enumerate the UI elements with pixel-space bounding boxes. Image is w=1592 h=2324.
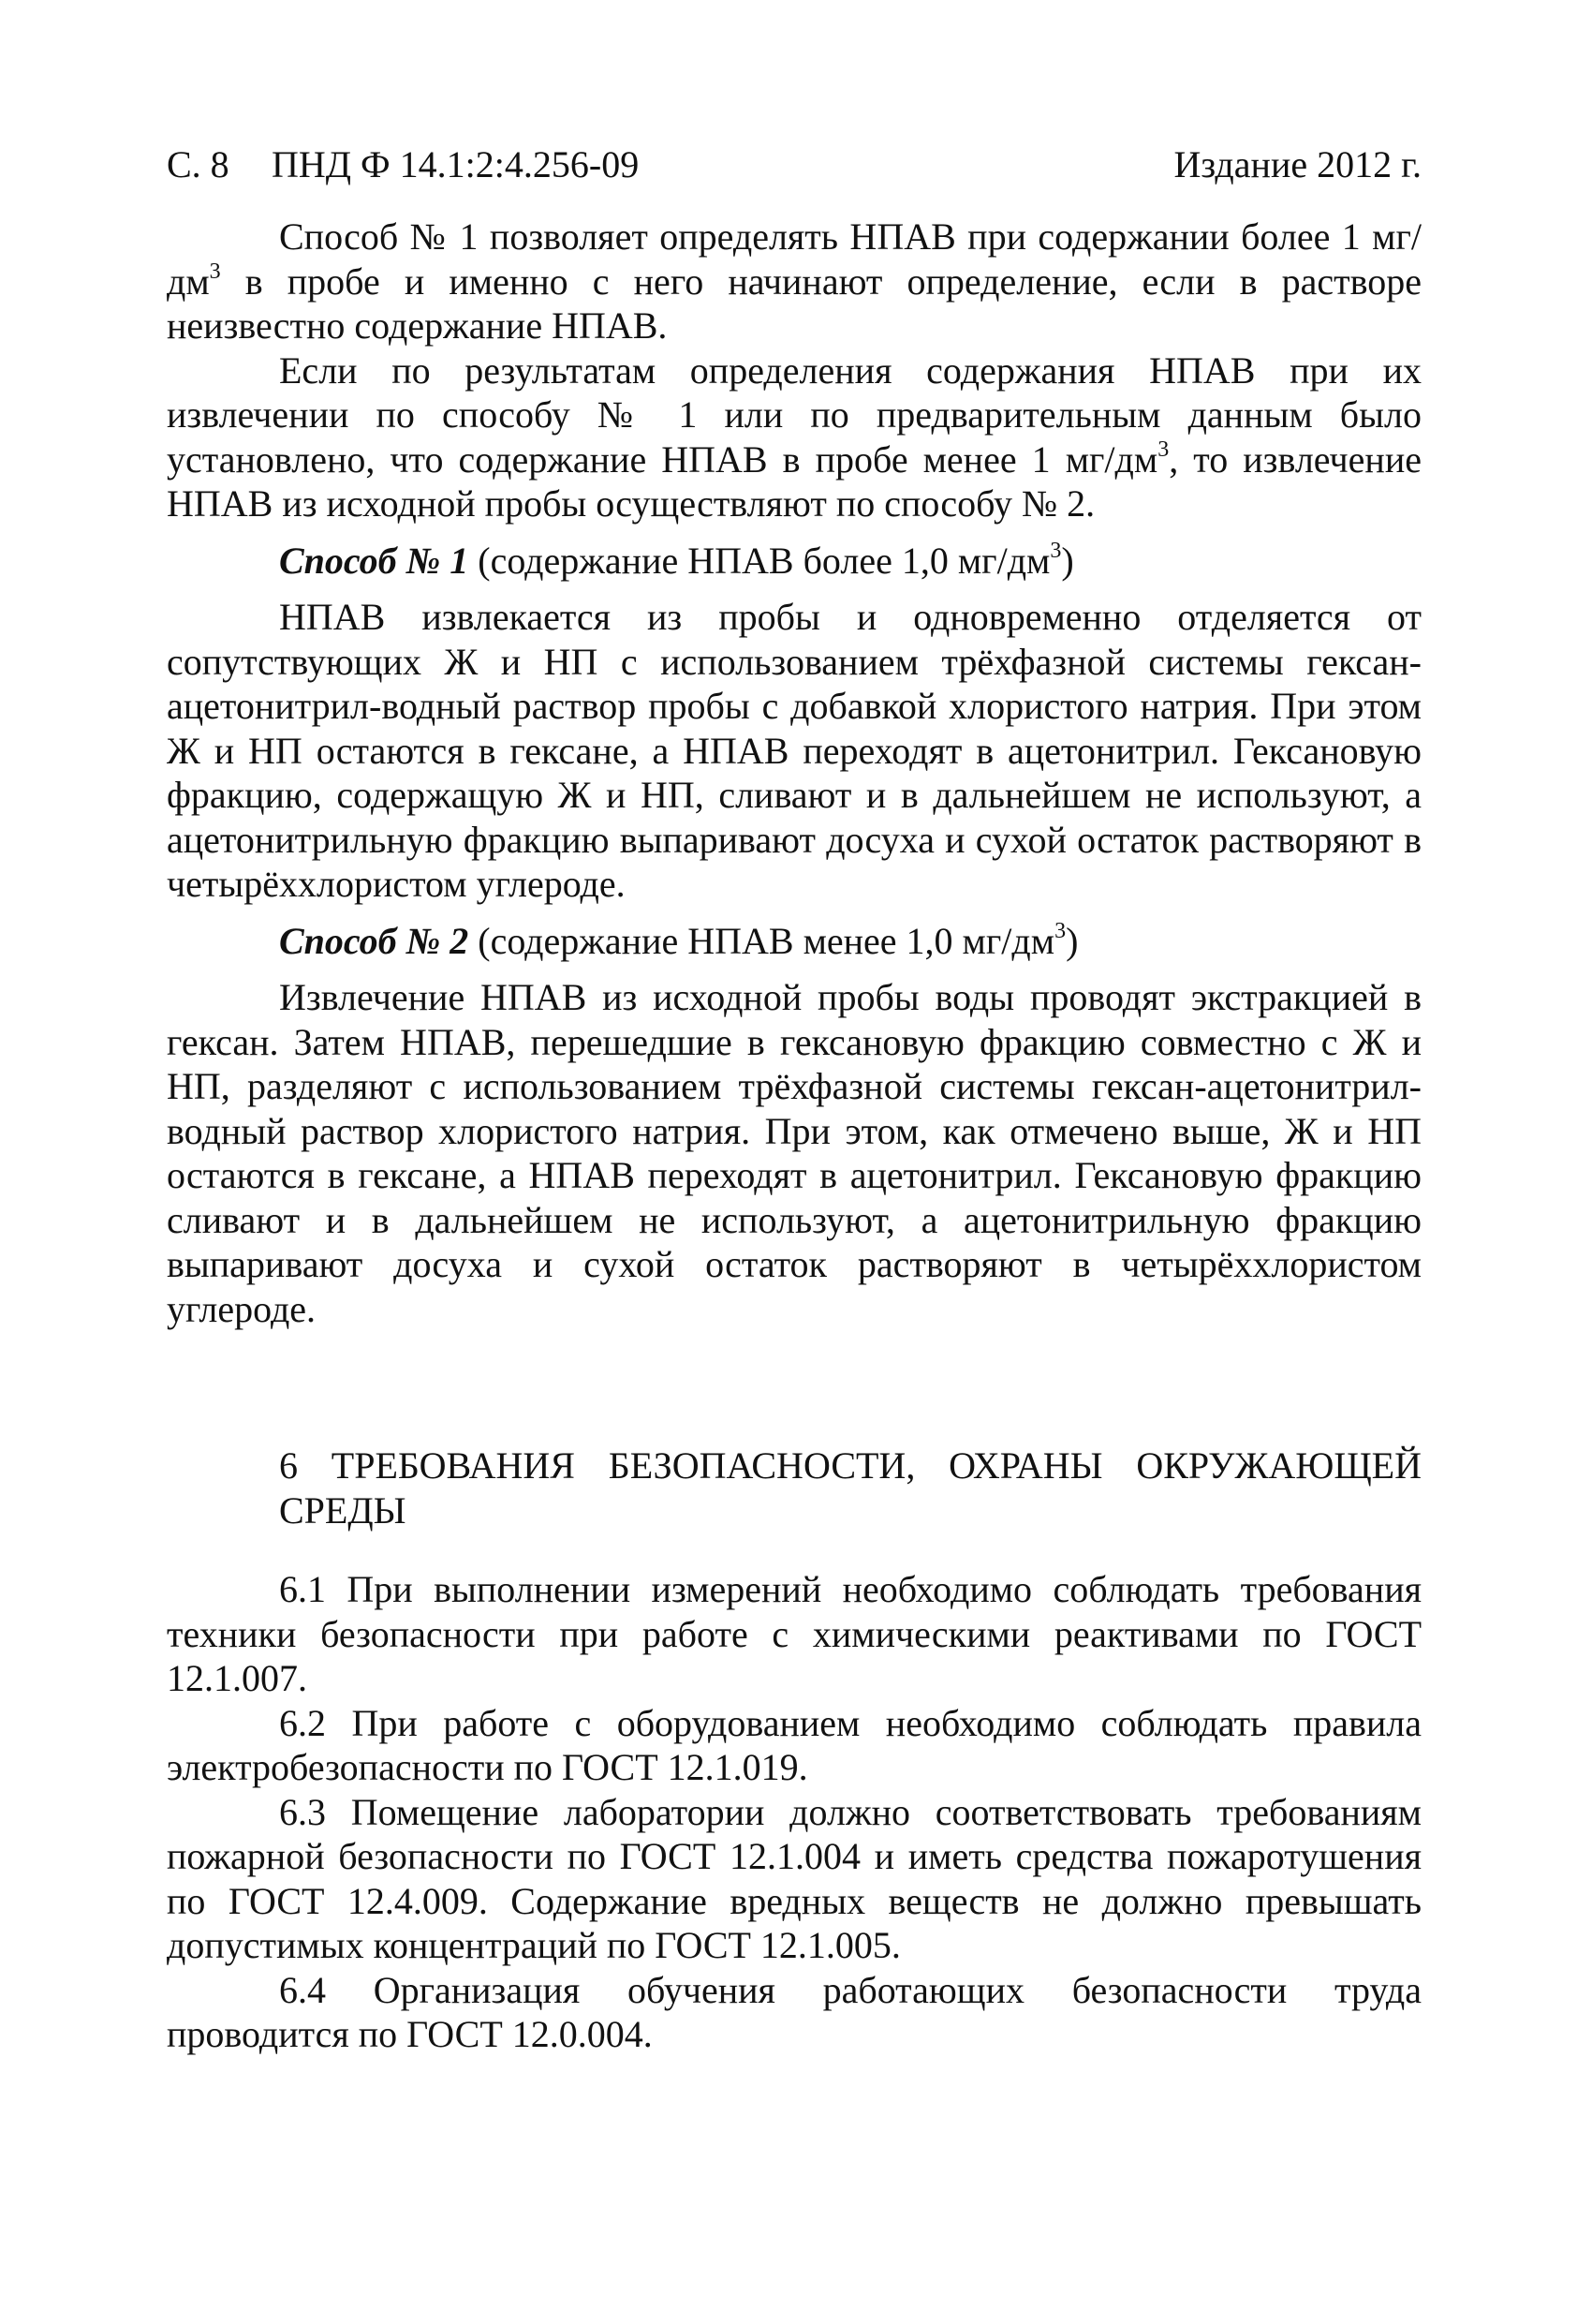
- method-1-condition: (содержание НПАВ более 1,0 мг/дм: [468, 539, 1051, 582]
- document-code: ПНД Ф 14.1:2:4.256-09: [272, 143, 640, 185]
- method-1-condition-close: ): [1061, 539, 1074, 582]
- method-2-heading: [167, 919, 1422, 964]
- superscript: 3: [1054, 919, 1067, 944]
- section-6-heading: 6 ТРЕБОВАНИЯ БЕЗОПАСНОСТИ, ОХРАНЫ ОКРУЖАЮЩЕЙ СРЕДЫ: [279, 1444, 1422, 1532]
- intro-paragraph-text-b: , то извлечение НПАВ из исходной пробы осуществляют по способу № 2.: [167, 437, 1422, 525]
- method-2-title: Способ № 2: [279, 919, 469, 962]
- section-6-item: 6.4 Организация обучения работающих безопасности труда проводится по ГОСТ 12.0.004.: [167, 1968, 1422, 2055]
- intro-paragraph-text-a: Если по результатам определения содержания НПАВ при их извлечении по способу № 1 или по предварительным данным было установлено, что содержание НПАВ в пробе менее 1 мг/дм: [167, 348, 1422, 481]
- intro-paragraph-text-b: в пробе и именно с него начинают определение, если в растворе неизвестно содержание НПАВ.: [167, 259, 1422, 347]
- superscript: 3: [209, 259, 221, 285]
- method-1-title: Способ № 1: [279, 539, 469, 582]
- intro-paragraph: [167, 215, 1422, 348]
- method-2-condition: (содержание НПАВ менее 1,0 мг/дм: [468, 919, 1055, 962]
- superscript: 3: [1050, 539, 1062, 564]
- intro-paragraph-text-a: Способ № 1 позволяет определять НПАВ при содержании более 1 мг/дм: [167, 215, 1422, 303]
- method-1-text: НПАВ извлекается из пробы и одновременно отделяется от сопутствующих Ж и НП с использованием трёхфазной системы гексан-ацетонитрил-водный раствор пробы с добавкой хлористого натрия. При этом Ж и НП остаются в гексане, а НПАВ переходят в ацетонитрил. Гексановую фракцию, содержащую Ж и НП, сливают и в дальнейшем не используют, а ацетонитрильную фракцию выпаривают досуха и сухой остаток растворяют в четырёххлористом углероде.: [167, 596, 1422, 905]
- method-2-text: Извлечение НПАВ из исходной пробы воды проводят экстракцией в гексан. Затем НПАВ, перешедшие в гексановую фракцию совместно с Ж и НП, разделяют с использованием трёхфазной системы гексан-ацетонитрил-водный раствор хлористого натрия. При этом, как отмечено выше, Ж и НП остаются в гексане, а НПАВ переходят в ацетонитрил. Гексановую фракцию сливают и в дальнейшем не используют, а ацетонитрильную фракцию выпаривают досуха и сухой остаток растворяют в четырёххлористом углероде.: [167, 976, 1422, 1330]
- section-6-item: 6.3 Помещение лаборатории должно соответствовать требованиям пожарной безопасности по ГОСТ 12.1.004 и иметь средства пожаротушения по ГОСТ 12.4.009. Содержание вредных веществ не должно превышать допустимых концентраций по ГОСТ 12.1.005.: [167, 1790, 1422, 1966]
- section-6-item: 6.1 При выполнении измерений необходимо соблюдать требования техники безопасности при работе с химическими реактивами по ГОСТ 12.1.007.: [167, 1568, 1422, 1699]
- section-spacer: [167, 1331, 1422, 1443]
- method-1-heading: [167, 539, 1422, 584]
- superscript: 3: [1157, 437, 1170, 463]
- section-6-item: 6.2 При работе с оборудованием необходимо соблюдать правила электробезопасности по ГОСТ 12.1.019.: [167, 1701, 1422, 1788]
- intro-paragraph: [167, 348, 1422, 526]
- document-body: [167, 215, 1422, 2057]
- page-header: [167, 141, 1422, 189]
- edition-label: Издание 2012 г.: [1173, 143, 1422, 185]
- page-number: С. 8: [167, 143, 229, 185]
- method-2-condition-close: ): [1066, 919, 1079, 962]
